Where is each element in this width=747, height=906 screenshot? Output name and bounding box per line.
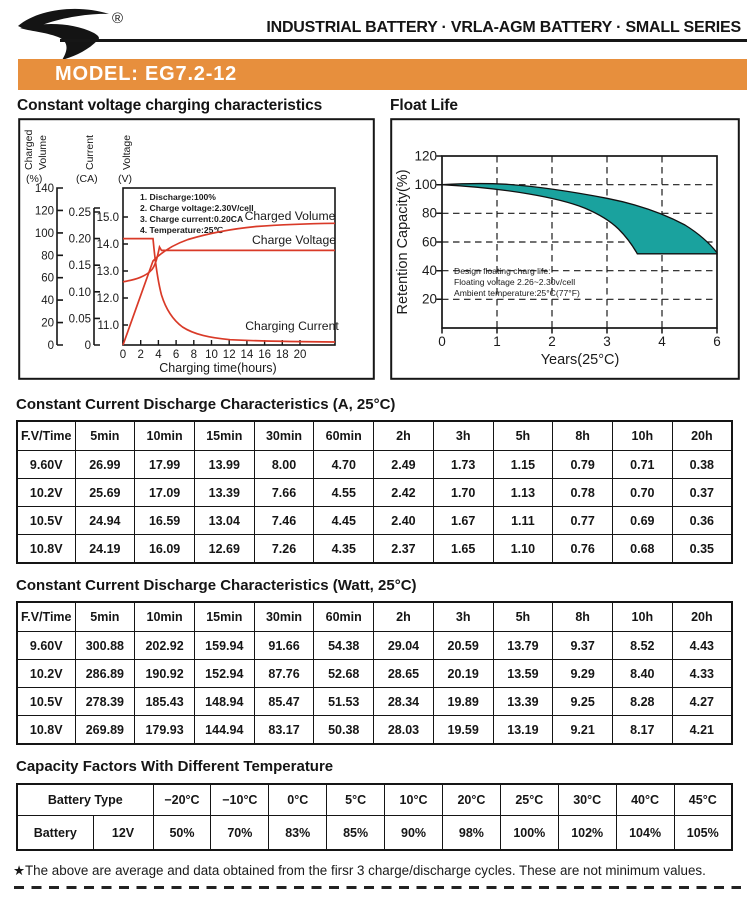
x-axis-label: Years(25°C) (540, 352, 620, 368)
table-cell: 9.21 (553, 716, 613, 745)
table-cell: 28.03 (374, 716, 434, 745)
column-header: 5h (493, 602, 553, 632)
tick-label: 60 (421, 234, 437, 250)
table-cell: 85.47 (254, 688, 314, 716)
condition-note: 2. Charge voltage:2.30V/cell (140, 203, 254, 213)
table-cell: 83.17 (254, 716, 314, 745)
table-cell: 300.88 (75, 632, 135, 660)
bottom-dashed-rule (14, 886, 741, 889)
table-cell: 16.09 (135, 535, 195, 564)
table-cell: 190.92 (135, 660, 195, 688)
temperature-header: 10°C (385, 784, 443, 816)
tick-label: 20 (41, 317, 54, 330)
table-cell: 87.76 (254, 660, 314, 688)
tick-label: 0 (47, 340, 54, 352)
tick-label: 40 (421, 263, 437, 278)
column-header: F.V/Time (17, 602, 75, 632)
table-cell: 0.36 (672, 507, 732, 535)
row-header: 10.8V (17, 535, 75, 564)
registered-mark: ® (112, 10, 124, 27)
table-cell: 91.66 (254, 632, 314, 660)
retention-band (442, 184, 717, 254)
table-cell: 13.04 (194, 507, 254, 535)
tick-label: 0.20 (68, 233, 91, 246)
vol-axis-word2: Volume (37, 134, 49, 170)
table-cell: 26.99 (75, 451, 135, 479)
tick-label: 3 (603, 334, 611, 349)
condition-note: 3. Charge current:0.20CA (140, 214, 244, 224)
tick-label: 15.0 (96, 212, 119, 224)
tick-label: 4 (155, 349, 162, 361)
capacity-cell: 98% (442, 816, 500, 851)
capacity-cell: 104% (616, 816, 674, 851)
header-rule (60, 39, 747, 42)
tick-label: 100 (414, 177, 437, 192)
tick-label: 10 (205, 349, 218, 361)
volt-axis-word: Voltage (121, 134, 133, 170)
column-header: 20h (672, 602, 732, 632)
capacity-cell: 100% (500, 816, 558, 851)
footnote: ★The above are average and data obtained from the firsr 3 charge/discharge cycles. These are not minimum values. (13, 863, 706, 878)
temperature-header: 0°C (269, 784, 327, 816)
table-cell: 2.37 (374, 535, 434, 564)
table-cell: 2.42 (374, 479, 434, 507)
data-table (16, 783, 733, 851)
table-cell: 4.70 (314, 451, 374, 479)
condition-note: 1. Discharge:100% (140, 192, 216, 202)
cur-axis-unit: (CA) (76, 173, 98, 185)
tick-label: 14 (240, 349, 254, 361)
table-cell: 13.99 (194, 451, 254, 479)
float-note: Ambient temperature:25°C(77°F) (454, 288, 580, 298)
table-cell: 4.27 (672, 688, 732, 716)
tick-label: 1 (493, 334, 501, 349)
tick-label: 11.0 (97, 320, 119, 332)
table-cell: 51.53 (314, 688, 374, 716)
table-cell: 13.39 (493, 688, 553, 716)
tick-label: 80 (41, 250, 54, 263)
table-cell: 29.04 (374, 632, 434, 660)
tick-label: 6 (172, 349, 180, 361)
temperature-header: 30°C (558, 784, 616, 816)
column-header: 15min (194, 602, 254, 632)
column-header: 3h (433, 602, 493, 632)
tick-label: 14.0 (96, 239, 119, 251)
temperature-header: −10°C (211, 784, 269, 816)
cur-axis-word: Current (84, 134, 96, 170)
table-cell: 144.94 (194, 716, 254, 745)
tick-label: 2 (548, 334, 556, 349)
table-cell: 9.25 (553, 688, 613, 716)
temperature-header: 20°C (442, 784, 500, 816)
table-cell: 0.78 (553, 479, 613, 507)
x-axis-label: Charging time(hours) (159, 361, 277, 375)
table-cell: 8.17 (612, 716, 672, 745)
table-cell: 269.89 (75, 716, 135, 745)
column-header: 10h (612, 602, 672, 632)
tick-label: 13.0 (96, 266, 119, 278)
column-header: 2h (374, 602, 434, 632)
table-cell: 4.21 (672, 716, 732, 745)
table-cell: 2.40 (374, 507, 434, 535)
float-life-title: Float Life (390, 97, 458, 114)
capacity-cell: 83% (269, 816, 327, 851)
column-header: 8h (553, 602, 613, 632)
row-header: 10.2V (17, 660, 75, 688)
table-cell: 1.15 (493, 451, 553, 479)
table-row (17, 660, 732, 688)
column-header: 20h (672, 421, 732, 451)
tick-label: 0 (438, 334, 446, 349)
table-cell: 13.59 (493, 660, 553, 688)
tick-label: 4 (658, 334, 666, 349)
table-cell: 17.09 (135, 479, 195, 507)
discharge-w-table (16, 601, 733, 745)
voltage-cell: 12V (93, 816, 153, 851)
table-cell: 0.70 (612, 479, 672, 507)
capacity-cell: 102% (558, 816, 616, 851)
row-header: 9.60V (17, 451, 75, 479)
table-cell: 8.28 (612, 688, 672, 716)
page-header-title: INDUSTRIAL BATTERY · VRLA-AGM BATTERY · SMALL SERIES (266, 19, 741, 36)
tick-label: 0.10 (68, 286, 91, 299)
curve-label-volume: Charged Volume (244, 209, 336, 223)
float-note: Floating voltage 2.26~2.30v/cell (454, 277, 576, 287)
capacity-cell: 105% (674, 816, 732, 851)
table-cell: 0.38 (672, 451, 732, 479)
table-cell: 286.89 (75, 660, 135, 688)
capacity-factors-title: Capacity Factors With Different Temperature (16, 758, 334, 775)
table-cell: 54.38 (314, 632, 374, 660)
condition-note: 4. Temperature:25℃ (140, 225, 224, 235)
table-cell: 7.46 (254, 507, 314, 535)
capacity-cell: 85% (327, 816, 385, 851)
table-cell: 12.69 (194, 535, 254, 564)
column-header: F.V/Time (17, 421, 75, 451)
table-cell: 0.69 (612, 507, 672, 535)
table-row (17, 632, 732, 660)
table-cell: 8.00 (254, 451, 314, 479)
column-header: 15min (194, 421, 254, 451)
table-cell: 202.92 (135, 632, 195, 660)
table-cell: 4.45 (314, 507, 374, 535)
tick-label: 140 (34, 183, 54, 195)
table-cell: 1.65 (433, 535, 493, 564)
table-cell: 2.49 (374, 451, 434, 479)
curve-label-voltage: Charge Voltage (251, 233, 337, 247)
capacity-cell: 90% (385, 816, 443, 851)
table-cell: 0.77 (553, 507, 613, 535)
tick-label: 0.05 (68, 313, 91, 326)
table-cell: 19.89 (433, 688, 493, 716)
volume-axis (57, 187, 63, 345)
table-cell: 16.59 (135, 507, 195, 535)
discharge-a-title: Constant Current Discharge Characteristics (A, 25°C) (16, 396, 396, 413)
model-label: MODEL: EG7.2-12 (55, 63, 238, 85)
table-cell: 1.13 (493, 479, 553, 507)
table-cell: 1.10 (493, 535, 553, 564)
table-row (17, 479, 732, 507)
float-note: Design floating charg life: (454, 266, 551, 276)
table-cell: 13.79 (493, 632, 553, 660)
table-row (17, 816, 732, 851)
column-header: 60min (314, 421, 374, 451)
float-life-chart (390, 118, 740, 380)
table-cell: 13.19 (493, 716, 553, 745)
table-row (17, 507, 732, 535)
tick-label: 18 (275, 349, 289, 361)
column-header: 10min (135, 421, 195, 451)
tick-label: 120 (414, 148, 437, 164)
table-cell: 1.11 (493, 507, 553, 535)
row-header: 10.8V (17, 716, 75, 745)
table-row (17, 688, 732, 716)
cv-charging-chart (18, 118, 375, 380)
table-cell: 9.29 (553, 660, 613, 688)
column-header: 5h (493, 421, 553, 451)
tick-label: 60 (41, 272, 54, 285)
table-cell: 0.35 (672, 535, 732, 564)
tick-label: 20 (421, 291, 437, 307)
tick-label: 40 (41, 295, 54, 308)
data-table (16, 420, 733, 564)
column-header: 30min (254, 602, 314, 632)
table-row (17, 451, 732, 479)
column-header: 5min (75, 421, 135, 451)
header-row (17, 421, 732, 451)
tick-label: 0.15 (68, 260, 91, 273)
table-cell: 17.99 (135, 451, 195, 479)
table-cell: 148.94 (194, 688, 254, 716)
table-cell: 152.94 (194, 660, 254, 688)
column-header: 10h (612, 421, 672, 451)
table-cell: 4.33 (672, 660, 732, 688)
table-cell: 4.35 (314, 535, 374, 564)
table-cell: 24.94 (75, 507, 135, 535)
column-header: 2h (374, 421, 434, 451)
table-cell: 1.67 (433, 507, 493, 535)
tick-label: 6 (713, 334, 721, 349)
curve-label-current: Charging Current (245, 319, 339, 333)
column-header: 10min (135, 602, 195, 632)
table-cell: 28.34 (374, 688, 434, 716)
table-cell: 20.59 (433, 632, 493, 660)
capacity-factors-table (16, 783, 733, 851)
tick-label: 2 (137, 349, 144, 361)
brand-logo-icon (12, 3, 132, 59)
table-cell: 1.70 (433, 479, 493, 507)
table-cell: 28.65 (374, 660, 434, 688)
column-header: 3h (433, 421, 493, 451)
table-cell: 19.59 (433, 716, 493, 745)
table-cell: 0.68 (612, 535, 672, 564)
column-header: 5min (75, 602, 135, 632)
column-header: 8h (553, 421, 613, 451)
cv-chart-title: Constant voltage charging characteristics (17, 97, 323, 114)
data-table (16, 601, 733, 745)
tick-label: 0 (84, 340, 91, 352)
battery-type-header: Battery Type (17, 784, 153, 816)
table-cell: 0.71 (612, 451, 672, 479)
tick-label: 0 (119, 349, 127, 361)
temperature-header: 25°C (500, 784, 558, 816)
table-cell: 7.26 (254, 535, 314, 564)
table-row (17, 716, 732, 745)
discharge-a-table (16, 420, 733, 564)
row-header: 10.5V (17, 507, 75, 535)
row-header: Battery (17, 816, 93, 851)
table-cell: 4.43 (672, 632, 732, 660)
tick-label: 120 (34, 205, 54, 218)
discharge-w-title: Constant Current Discharge Characteristics (Watt, 25°C) (16, 577, 417, 594)
tick-label: 100 (34, 227, 54, 240)
column-header: 30min (254, 421, 314, 451)
tick-label: 8 (190, 349, 198, 361)
table-cell: 278.39 (75, 688, 135, 716)
model-banner (18, 59, 747, 90)
table-cell: 20.19 (433, 660, 493, 688)
vol-axis-unit: (%) (26, 173, 43, 185)
table-cell: 0.37 (672, 479, 732, 507)
table-cell: 0.79 (553, 451, 613, 479)
table-cell: 24.19 (75, 535, 135, 564)
table-cell: 0.76 (553, 535, 613, 564)
table-cell: 9.37 (553, 632, 613, 660)
table-cell: 7.66 (254, 479, 314, 507)
tick-label: 12 (222, 349, 236, 361)
temperature-header: 45°C (674, 784, 732, 816)
table-cell: 159.94 (194, 632, 254, 660)
tick-label: 16 (258, 349, 271, 361)
capacity-cell: 50% (153, 816, 211, 851)
table-cell: 4.55 (314, 479, 374, 507)
temperature-header: −20°C (153, 784, 211, 816)
table-cell: 1.73 (433, 451, 493, 479)
table-cell: 8.52 (612, 632, 672, 660)
table-cell: 8.40 (612, 660, 672, 688)
temperature-header: 5°C (327, 784, 385, 816)
capacity-cell: 70% (211, 816, 269, 851)
table-cell: 13.39 (194, 479, 254, 507)
table-cell: 179.93 (135, 716, 195, 745)
table-cell: 50.38 (314, 716, 374, 745)
header-row (17, 784, 732, 816)
row-header: 10.5V (17, 688, 75, 716)
table-cell: 185.43 (135, 688, 195, 716)
temperature-header: 40°C (616, 784, 674, 816)
volt-axis-unit: (V) (118, 173, 132, 185)
row-header: 10.2V (17, 479, 75, 507)
header-row (17, 602, 732, 632)
row-header: 9.60V (17, 632, 75, 660)
tick-label: 80 (421, 205, 437, 221)
vol-axis-word1: Charged (23, 129, 35, 170)
column-header: 60min (314, 602, 374, 632)
y-axis-label: Retention Capacity(%) (395, 169, 411, 315)
table-cell: 52.68 (314, 660, 374, 688)
table-row (17, 535, 732, 564)
tick-label: 12.0 (96, 293, 119, 305)
tick-label: 0.25 (68, 207, 91, 219)
table-cell: 25.69 (75, 479, 135, 507)
tick-label: 20 (293, 349, 307, 361)
